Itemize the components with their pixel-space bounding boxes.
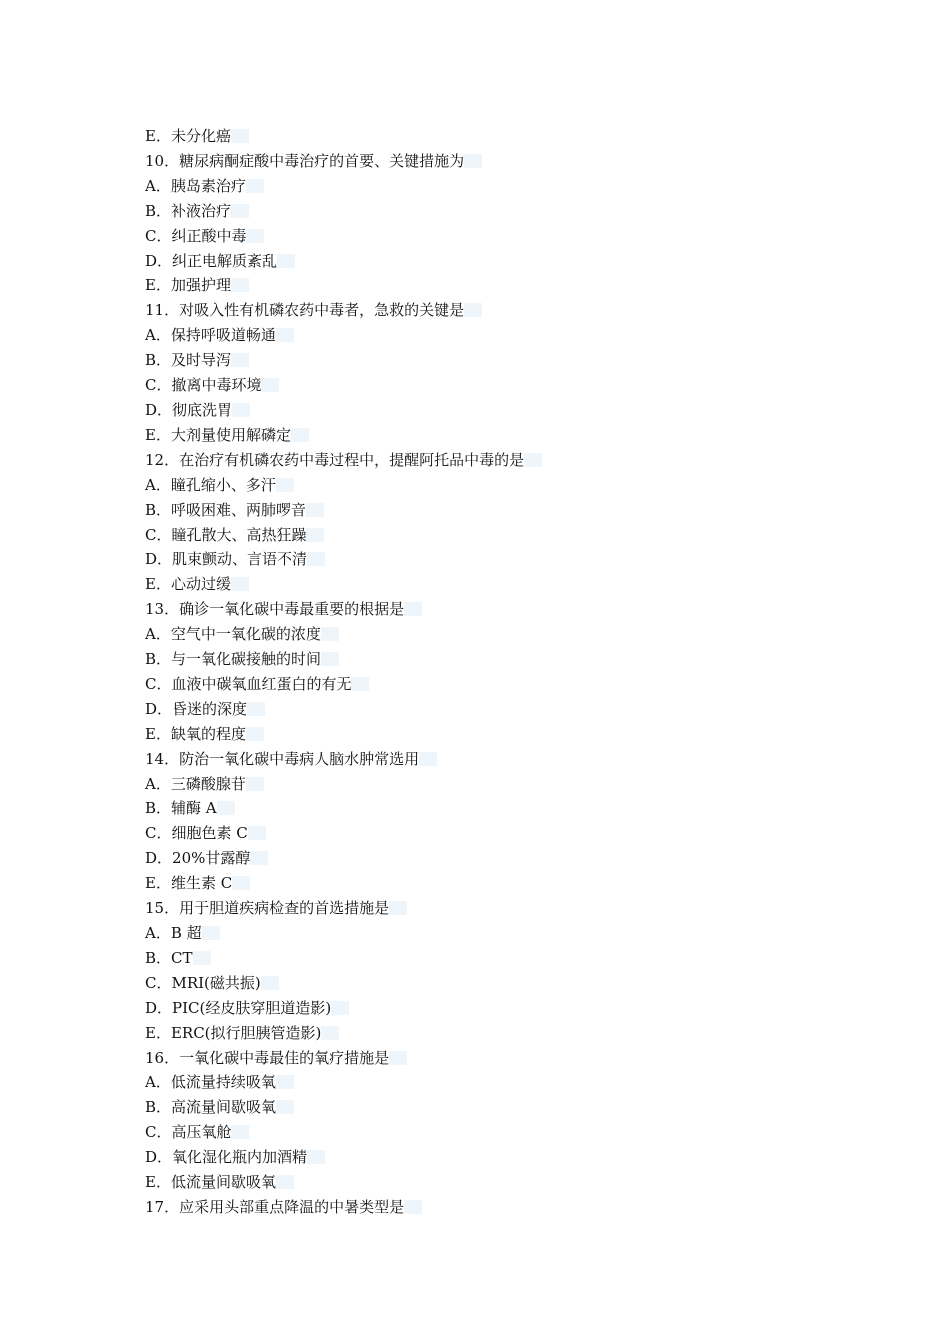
- text-line: [145, 747, 845, 772]
- line-highlight-mark: [248, 826, 266, 840]
- line-text: D．肌束颤动、言语不清: [145, 550, 308, 569]
- line-text: B．CT: [145, 948, 193, 967]
- line-text: A．空气中一氧化碳的浓度: [145, 625, 321, 644]
- line-text: D．氧化湿化瓶内加酒精: [145, 1148, 308, 1167]
- text-line: [145, 398, 845, 423]
- text-line: [145, 846, 845, 871]
- line-text: B．辅酶 A: [145, 799, 217, 818]
- line-text: D．20%甘露醇: [145, 849, 251, 868]
- text-line: [145, 697, 845, 722]
- text-line: [145, 1120, 845, 1145]
- text-line: [145, 1046, 845, 1071]
- line-highlight-mark: [351, 677, 369, 691]
- line-text: E．加强护理: [145, 276, 231, 295]
- line-text: 14．防治一氧化碳中毒病人脑水肿常选用: [145, 749, 420, 768]
- line-highlight-mark: [321, 627, 339, 641]
- line-highlight-mark: [246, 229, 264, 243]
- line-text: C．撤离中毒环境: [145, 376, 262, 395]
- line-text: E．低流量间歇吸氧: [145, 1173, 276, 1192]
- line-text: B．及时导泻: [145, 351, 232, 370]
- line-highlight-mark: [524, 453, 542, 467]
- text-line: [145, 921, 845, 946]
- text-line: [145, 124, 845, 149]
- line-highlight-mark: [404, 1200, 422, 1214]
- line-text: E．未分化癌: [145, 127, 231, 145]
- line-text: D．PIC(经皮肤穿胆道造影): [145, 998, 332, 1017]
- text-line: [145, 1195, 845, 1220]
- text-line: [145, 572, 845, 597]
- line-highlight-mark: [193, 951, 211, 965]
- text-line: [145, 547, 845, 572]
- text-line: [145, 323, 845, 348]
- text-line: [145, 946, 845, 971]
- text-line: [145, 996, 845, 1021]
- text-line: [145, 224, 845, 249]
- text-line: [145, 722, 845, 747]
- line-highlight-mark: [231, 204, 249, 218]
- line-highlight-mark: [389, 1051, 407, 1065]
- line-highlight-mark: [276, 1075, 294, 1089]
- line-text: B．呼吸困难、两肺啰音: [145, 500, 307, 519]
- line-text: C．纠正酸中毒: [145, 226, 247, 245]
- line-highlight-mark: [250, 851, 268, 865]
- line-text: A．保持呼吸道畅通: [145, 326, 276, 345]
- line-text: E．缺氧的程度: [145, 724, 246, 743]
- line-text: B．与一氧化碳接触的时间: [145, 650, 322, 669]
- text-line: [145, 473, 845, 498]
- text-line: [145, 772, 845, 797]
- text-line: [145, 249, 845, 274]
- line-text: C．瞳孔散大、高热狂躁: [145, 525, 307, 544]
- line-highlight-mark: [404, 602, 422, 616]
- text-line: [145, 373, 845, 398]
- text-line: [145, 498, 845, 523]
- line-highlight-mark: [246, 179, 264, 193]
- text-line: [145, 597, 845, 622]
- line-text: E．大剂量使用解磷定: [145, 425, 291, 444]
- line-highlight-mark: [464, 154, 482, 168]
- line-text: A．B 超: [145, 924, 202, 942]
- line-highlight-mark: [202, 926, 220, 940]
- text-line: [145, 273, 845, 298]
- line-highlight-mark: [307, 552, 325, 566]
- line-highlight-mark: [232, 876, 250, 890]
- line-text: D．昏迷的深度: [145, 699, 248, 718]
- line-highlight-mark: [261, 378, 279, 392]
- line-text: A．低流量持续吸氧: [145, 1073, 276, 1092]
- line-highlight-mark: [261, 976, 279, 990]
- line-highlight-mark: [321, 652, 339, 666]
- text-line: [145, 971, 845, 996]
- text-line: [145, 149, 845, 174]
- line-text: 16．一氧化碳中毒最佳的氧疗措施是: [145, 1048, 390, 1067]
- line-highlight-mark: [231, 577, 249, 591]
- line-text: 10．糖尿病酮症酸中毒治疗的首要、关键措施为: [145, 151, 465, 170]
- question-list: [145, 124, 845, 1220]
- line-text: C．MRI(磁共振): [145, 973, 261, 992]
- text-line: [145, 423, 845, 448]
- text-line: [145, 298, 845, 323]
- line-text: D．彻底洗胃: [145, 400, 233, 419]
- text-line: [145, 448, 845, 473]
- line-text: A．瞳孔缩小、多汗: [145, 475, 276, 494]
- text-line: [145, 672, 845, 697]
- line-highlight-mark: [419, 752, 437, 766]
- text-line: [145, 1021, 845, 1046]
- line-highlight-mark: [321, 1026, 339, 1040]
- text-line: [145, 174, 845, 199]
- line-highlight-mark: [306, 528, 324, 542]
- line-highlight-mark: [247, 702, 265, 716]
- line-text: 12．在治疗有机磷农药中毒过程中，提醒阿托品中毒的是: [145, 450, 525, 469]
- line-highlight-mark: [464, 303, 482, 317]
- line-text: B．高流量间歇吸氧: [145, 1098, 277, 1117]
- text-line: [145, 348, 845, 373]
- line-text: A．胰岛素治疗: [145, 176, 246, 195]
- text-line: [145, 199, 845, 224]
- line-highlight-mark: [389, 901, 407, 915]
- line-highlight-mark: [276, 478, 294, 492]
- text-line: [145, 1145, 845, 1170]
- line-text: 11．对吸入性有机磷农药中毒者，急救的关键是: [145, 301, 465, 320]
- text-line: [145, 647, 845, 672]
- line-highlight-mark: [246, 777, 264, 791]
- line-text: B．补液治疗: [145, 201, 232, 220]
- line-text: E．心动过缓: [145, 575, 231, 594]
- line-highlight-mark: [276, 1175, 294, 1189]
- line-text: 17．应采用头部重点降温的中暑类型是: [145, 1197, 405, 1216]
- line-highlight-mark: [246, 727, 264, 741]
- line-text: 13．确诊一氧化碳中毒最重要的根据是: [145, 600, 405, 619]
- line-highlight-mark: [231, 278, 249, 292]
- line-highlight-mark: [217, 801, 235, 815]
- line-highlight-mark: [276, 1100, 294, 1114]
- text-line: [145, 871, 845, 896]
- line-highlight-mark: [231, 129, 249, 143]
- line-highlight-mark: [331, 1001, 349, 1015]
- line-highlight-mark: [231, 353, 249, 367]
- text-line: [145, 896, 845, 921]
- line-text: A．三磷酸腺苷: [145, 774, 246, 793]
- line-text: E．维生素 C: [145, 874, 233, 893]
- line-highlight-mark: [291, 428, 309, 442]
- line-text: 15．用于胆道疾病检查的首选措施是: [145, 899, 390, 918]
- line-highlight-mark: [306, 503, 324, 517]
- text-line: [145, 1070, 845, 1095]
- line-text: C．血液中碳氧血红蛋白的有无: [145, 674, 352, 693]
- line-text: C．细胞色素 C: [145, 824, 248, 843]
- text-line: [145, 796, 845, 821]
- line-highlight-mark: [277, 254, 295, 268]
- text-line: [145, 523, 845, 548]
- line-text: E．ERC(拟行胆胰管造影): [145, 1023, 322, 1042]
- text-line: [145, 622, 845, 647]
- line-text: C．高压氧舱: [145, 1123, 232, 1142]
- line-text: D．纠正电解质紊乱: [145, 251, 278, 270]
- text-line: [145, 821, 845, 846]
- text-line: [145, 1095, 845, 1120]
- line-highlight-mark: [232, 403, 250, 417]
- line-highlight-mark: [276, 328, 294, 342]
- text-line: [145, 1170, 845, 1195]
- line-highlight-mark: [231, 1125, 249, 1139]
- line-highlight-mark: [307, 1150, 325, 1164]
